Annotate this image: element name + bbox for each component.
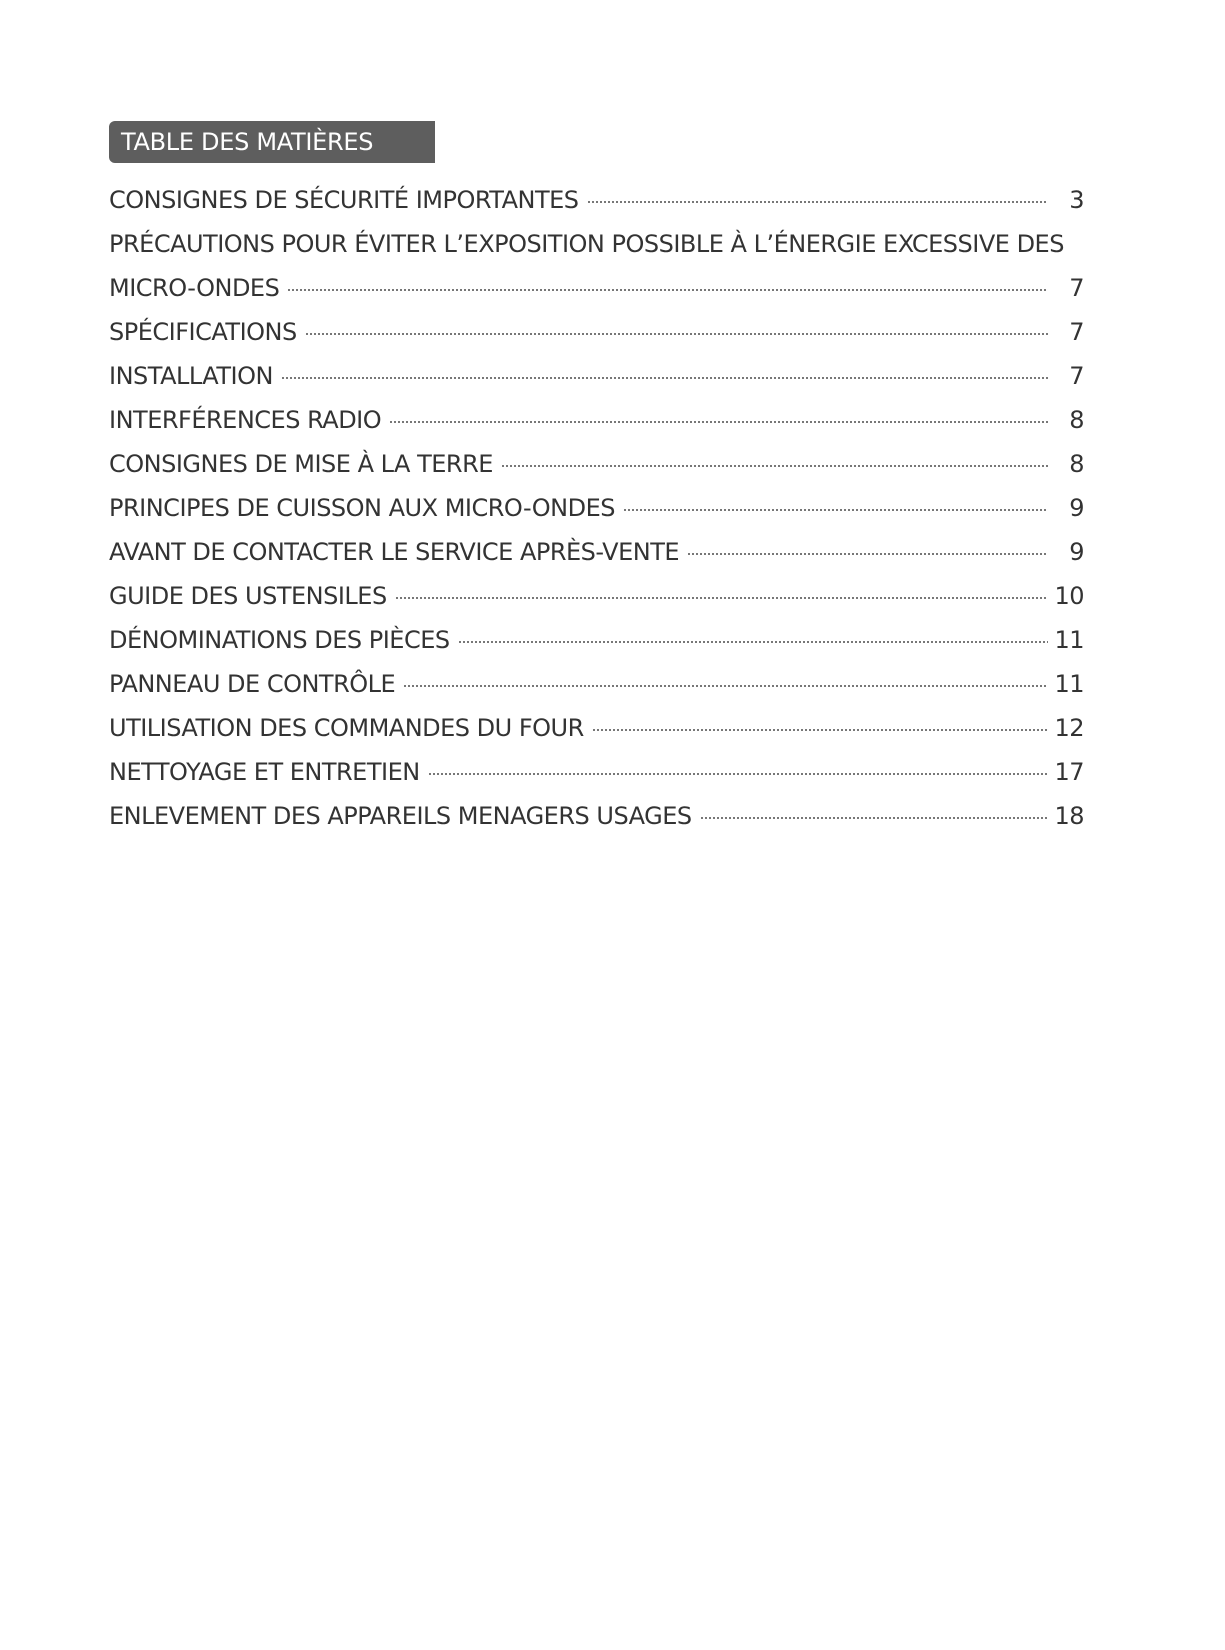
toc-leader-dots (403, 685, 1048, 687)
toc-leader-dots (458, 641, 1048, 643)
toc-leader-dots (700, 817, 1048, 819)
toc-entry-page: 12 (1054, 714, 1084, 742)
toc-entry-title: CONSIGNES DE MISE À LA TERRE (109, 450, 493, 478)
toc-entry-cleaning[interactable] (109, 750, 1084, 794)
toc-entry-title: INSTALLATION (109, 362, 273, 390)
toc-entry-title: PRINCIPES DE CUISSON AUX MICRO-ONDES (109, 494, 616, 522)
toc-entry-title: PANNEAU DE CONTRÔLE (109, 670, 396, 698)
toc-entry-page: 9 (1069, 494, 1084, 522)
toc-entry-installation[interactable] (109, 354, 1084, 398)
toc-entry-grounding[interactable] (109, 442, 1084, 486)
toc-entry-title: MICRO-ONDES (109, 274, 280, 302)
toc-entry-title: SPÉCIFICATIONS (109, 318, 297, 346)
toc-leader-dots (501, 465, 1048, 467)
toc-entry-title: CONSIGNES DE SÉCURITÉ IMPORTANTES (109, 186, 579, 214)
toc-leader-dots (428, 773, 1048, 775)
toc-entry-title: ENLEVEMENT DES APPAREILS MENAGERS USAGES (109, 802, 692, 830)
toc-entry-disposal[interactable] (109, 794, 1084, 838)
toc-entry-page: 11 (1054, 626, 1084, 654)
toc-entry-oven-controls[interactable] (109, 706, 1084, 750)
toc-entry-utensils[interactable] (109, 574, 1084, 618)
toc-entry-specifications[interactable] (109, 310, 1084, 354)
toc-entry-radio-interference[interactable] (109, 398, 1084, 442)
toc-entry-page: 11 (1054, 670, 1084, 698)
toc-leader-dots (281, 377, 1048, 379)
toc-entry-title: INTERFÉRENCES RADIO (109, 406, 382, 434)
toc-entry-page: 7 (1069, 362, 1084, 390)
toc-leader-dots (305, 333, 1048, 335)
toc-entry-title-line1: PRÉCAUTIONS POUR ÉVITER L’EXPOSITION POSSIBLE À L’ÉNERGIE EXCESSIVE DES (109, 230, 1064, 258)
toc-entry-precautions[interactable] (109, 266, 1084, 310)
toc-entry-page: 8 (1069, 450, 1084, 478)
toc-leader-dots (389, 421, 1048, 423)
toc-entry-service[interactable] (109, 530, 1084, 574)
toc-entry-precautions-line1[interactable] (109, 222, 1084, 266)
toc-entry-parts[interactable] (109, 618, 1084, 662)
toc-leader-dots (592, 729, 1048, 731)
toc-entry-page: 18 (1054, 802, 1084, 830)
toc-entry-page: 17 (1054, 758, 1084, 786)
table-of-contents (109, 178, 1084, 838)
toc-entry-page: 7 (1069, 318, 1084, 346)
toc-entry-control-panel[interactable] (109, 662, 1084, 706)
toc-entry-title: AVANT DE CONTACTER LE SERVICE APRÈS-VENTE (109, 538, 680, 566)
toc-entry-page: 7 (1069, 274, 1084, 302)
toc-entry-page: 8 (1069, 406, 1084, 434)
toc-entry-safety[interactable] (109, 178, 1084, 222)
toc-entry-page: 10 (1054, 582, 1084, 610)
toc-entry-page: 3 (1069, 186, 1084, 214)
toc-leader-dots (587, 201, 1049, 203)
toc-entry-title: NETTOYAGE ET ENTRETIEN (109, 758, 420, 786)
toc-entry-cooking-principles[interactable] (109, 486, 1084, 530)
toc-leader-dots (287, 289, 1048, 291)
toc-heading: TABLE DES MATIÈRES (109, 121, 435, 163)
toc-leader-dots (395, 597, 1048, 599)
toc-entry-title: UTILISATION DES COMMANDES DU FOUR (109, 714, 584, 742)
toc-entry-page: 9 (1069, 538, 1084, 566)
toc-leader-dots (687, 553, 1048, 555)
toc-entry-title: DÉNOMINATIONS DES PIÈCES (109, 626, 450, 654)
toc-entry-title: GUIDE DES USTENSILES (109, 582, 387, 610)
toc-leader-dots (623, 509, 1048, 511)
